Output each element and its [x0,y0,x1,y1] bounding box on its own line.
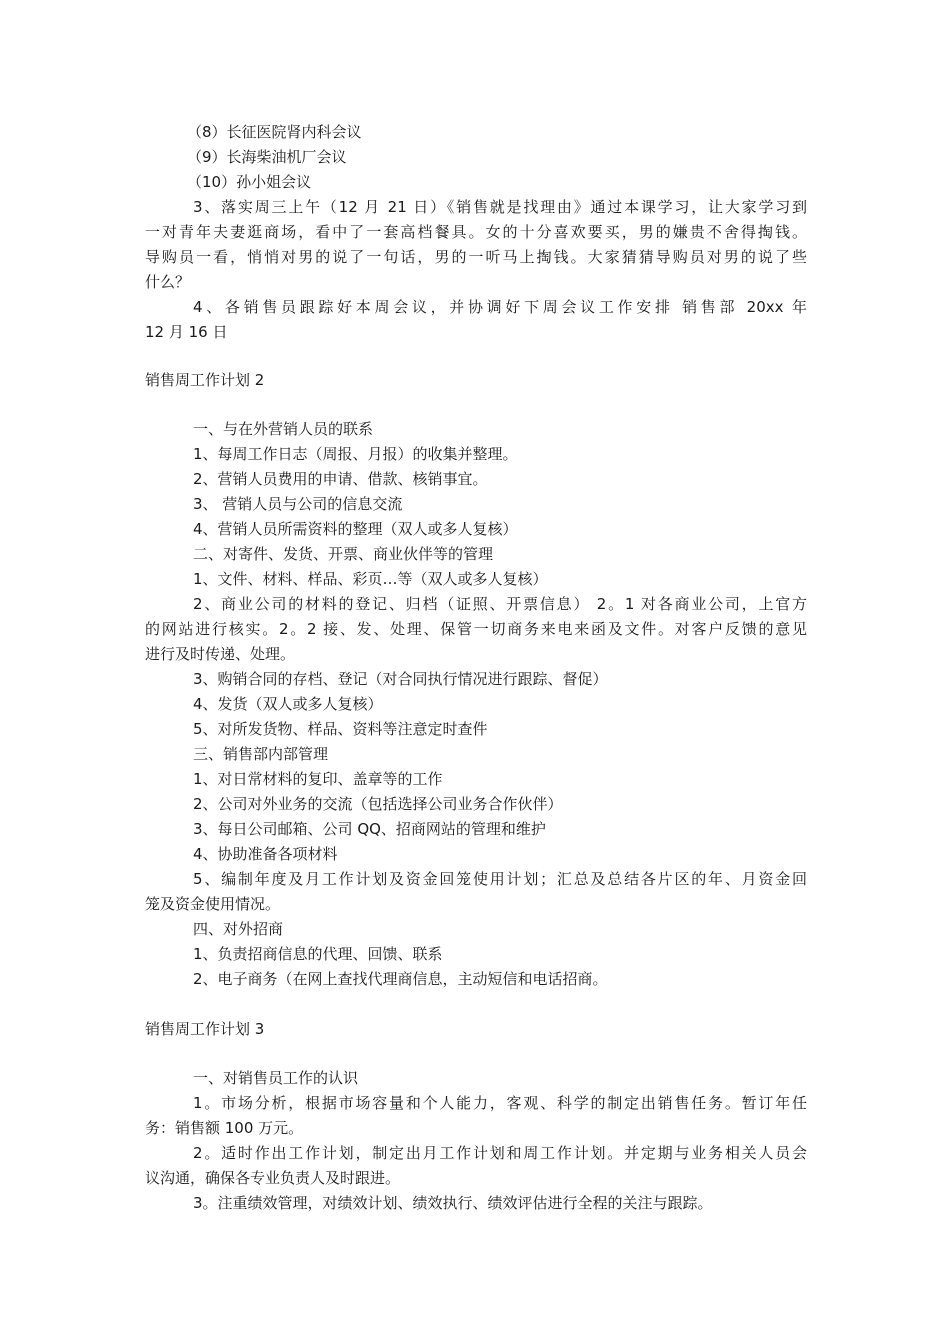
item4-dept: 销售部 [682,298,739,316]
item4-date: 12 月 16 日 [145,323,228,341]
section-title: 销售周工作计划 3 [145,1020,265,1038]
plan-line: 2、公司对外业务的交流（包括选择公司业务合作伙伴） [193,795,563,813]
plan-line: 一、对销售员工作的认识 [193,1069,359,1087]
plan-line: 四、对外招商 [193,920,284,938]
plan-line: 笼及资金使用情况。 [145,895,281,913]
plan-line: 进行及时传递、处理。 [145,645,296,663]
plan-line: 议沟通，确保各专业负责人及时跟进。 [145,1169,401,1187]
plan-line: 1、每周工作日志（周报、月报）的收集并整理。 [193,445,518,463]
plan-line: 一、与在外营销人员的联系 [193,420,374,438]
plan-line: 2。适时作出工作计划，制定出月工作计划和周工作计划。并定期与业务相关人员会 [193,1144,807,1162]
para2-first-b: 2。1 对各商业公司，上官方 [596,595,807,613]
section-title: 销售周工作计划 2 [145,371,265,389]
meeting-item: （9）长海柴油机厂会议 [187,148,347,166]
plan-line: 5、编制年度及月工作计划及资金回笼使用计划；汇总及总结各片区的年、月资金回 [193,870,807,888]
item4-year: 20xx 年 [746,298,807,316]
plan-line: 5、对所发货物、样品、资料等注意定时查件 [193,720,488,738]
para2-first: 2、商业公司的材料的登记、归档（证照、开票信息） [193,595,591,613]
plan-line: 3、购销合同的存档、登记（对合同执行情况进行跟踪、督促） [193,670,608,688]
item4-line [145,295,807,320]
item3-line: 什么？ [145,273,191,291]
plan-line: 2、营销人员费用的申请、借款、核销事宜。 [193,470,488,488]
plan-line: 三、销售部内部管理 [193,745,329,763]
plan-line: 二、对寄件、发货、开票、商业伙伴等的管理 [193,545,494,563]
plan-line: 4、营销人员所需资料的整理（双人或多人复核） [193,520,518,538]
plan-line [145,592,807,617]
plan-line: 的网站进行核实。2。2 接、发、处理、保管一切商务来电来函及文件。对客户反馈的意见 [145,620,807,638]
item3-line: 3、落实周三上午（12 月 21 日）《销售就是找理由》通过本课学习，让大家学习到 [193,198,807,216]
plan-line: 1。市场分析，根据市场容量和个人能力，客观、科学的制定出销售任务。暂订年任 [193,1094,807,1112]
plan-line: 3。注重绩效管理，对绩效计划、绩效执行、绩效评估进行全程的关注与跟踪。 [193,1194,713,1212]
plan-line: 1、负责招商信息的代理、回馈、联系 [193,945,443,963]
item3-line: 导购员一看，悄悄对男的说了一句话，男的一听马上掏钱。大家猜猜导购员对男的说了些 [145,248,807,266]
plan-line: 3、每日公司邮箱、公司 QQ、招商网站的管理和维护 [193,820,546,838]
plan-line: 2、电子商务（在网上查找代理商信息，主动短信和电话招商。 [193,970,608,988]
meeting-item: （8）长征医院肾内科会议 [187,123,362,141]
plan-line: 3、 营销人员与公司的信息交流 [193,495,403,513]
document-body [145,120,807,1216]
item4-text: 4、各销售员跟踪好本周会议，并协调好下周会议工作安排 [193,298,674,316]
item3-line: 一对青年夫妻逛商场，看中了一套高档餐具。女的十分喜欢要买，男的嫌贵不舍得掏钱。 [145,223,807,241]
plan-line: 4、发货（双人或多人复核） [193,695,383,713]
plan-line: 1、对日常材料的复印、盖章等的工作 [193,770,443,788]
plan-line: 务：销售额 100 万元。 [145,1119,304,1137]
plan-line: 1、文件、材料、样品、彩页…等（双人或多人复核） [193,570,548,588]
meeting-item: （10）孙小姐会议 [187,173,312,191]
plan-line: 4、协助准备各项材料 [193,845,338,863]
